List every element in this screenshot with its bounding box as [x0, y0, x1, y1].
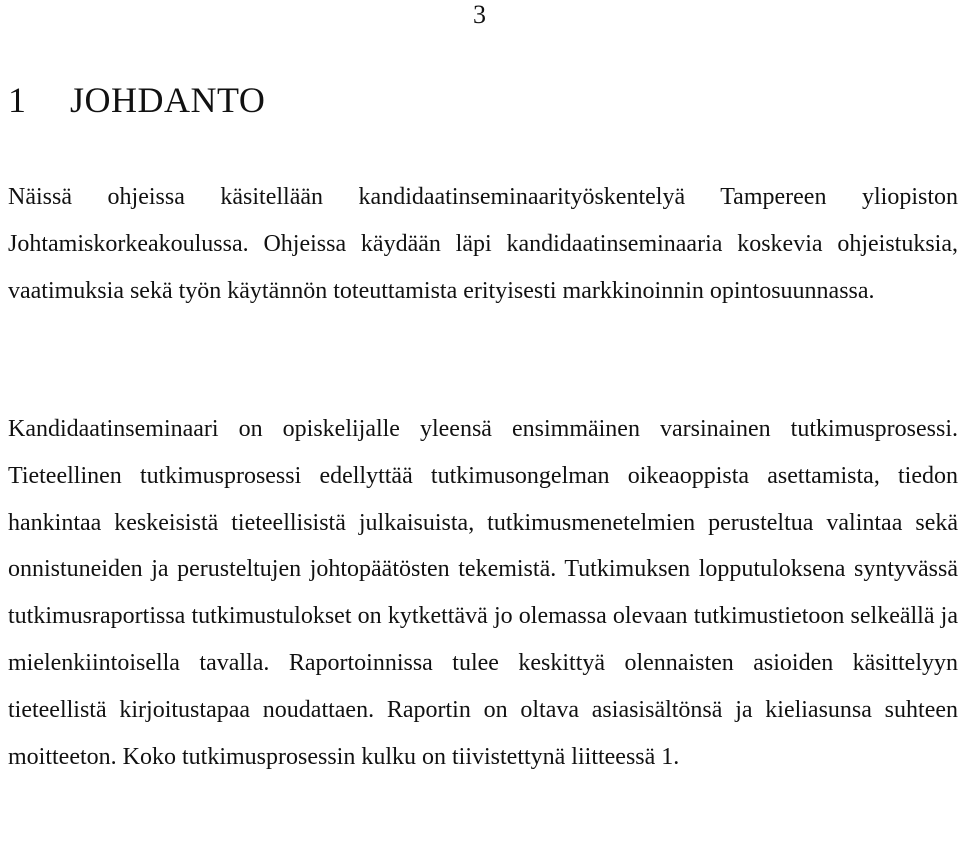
- section-title: JOHDANTO: [70, 80, 266, 120]
- page-number: 3: [473, 0, 486, 29]
- section-number: 1: [8, 80, 27, 120]
- seminar-paragraph: Kandidaatinseminaari on opiskelijalle yleensä ensimmäinen varsinainen tutkimusprosessi. Tieteellinen tutkimusprosessi edellyttää tutkimusongelman oikeaoppista asettamista, tiedon hankintaa keskeisistä tieteellisistä julkaisuista, tutkimusmenetelmien perusteltua valintaa sekä onnistuneiden ja perusteltujen johtopäätösten tekemistä. Tutkimuksen lopputuloksena syntyvässä tutkimusraportissa tutkimustulokset on kytkettävä jo olemassa olevaan tutkimustietoon selkeällä ja mielenkiintoisella tavalla. Raportoinnissa tulee keskittyä olennaisten asioiden käsittelyyn tieteellistä kirjoitustapaa noudattaen. Raportin on oltava asiasisältönsä ja kieliasunsa suhteen moitteeton. Koko tutkimusprosessin kulku on tiivistettynä liitteessä 1.: [8, 416, 958, 770]
- section-heading: [8, 78, 265, 122]
- intro-paragraph: Näissä ohjeissa käsitellään kandidaatinseminaarityöskentelyä Tampereen yliopiston Johtamiskorkeakoulussa. Ohjeissa käydään läpi kandidaatinseminaaria koskevia ohjeistuksia, vaatimuksia sekä työn käytännön toteuttamista erityisesti markkinoinnin opintosuunnassa.: [8, 184, 958, 304]
